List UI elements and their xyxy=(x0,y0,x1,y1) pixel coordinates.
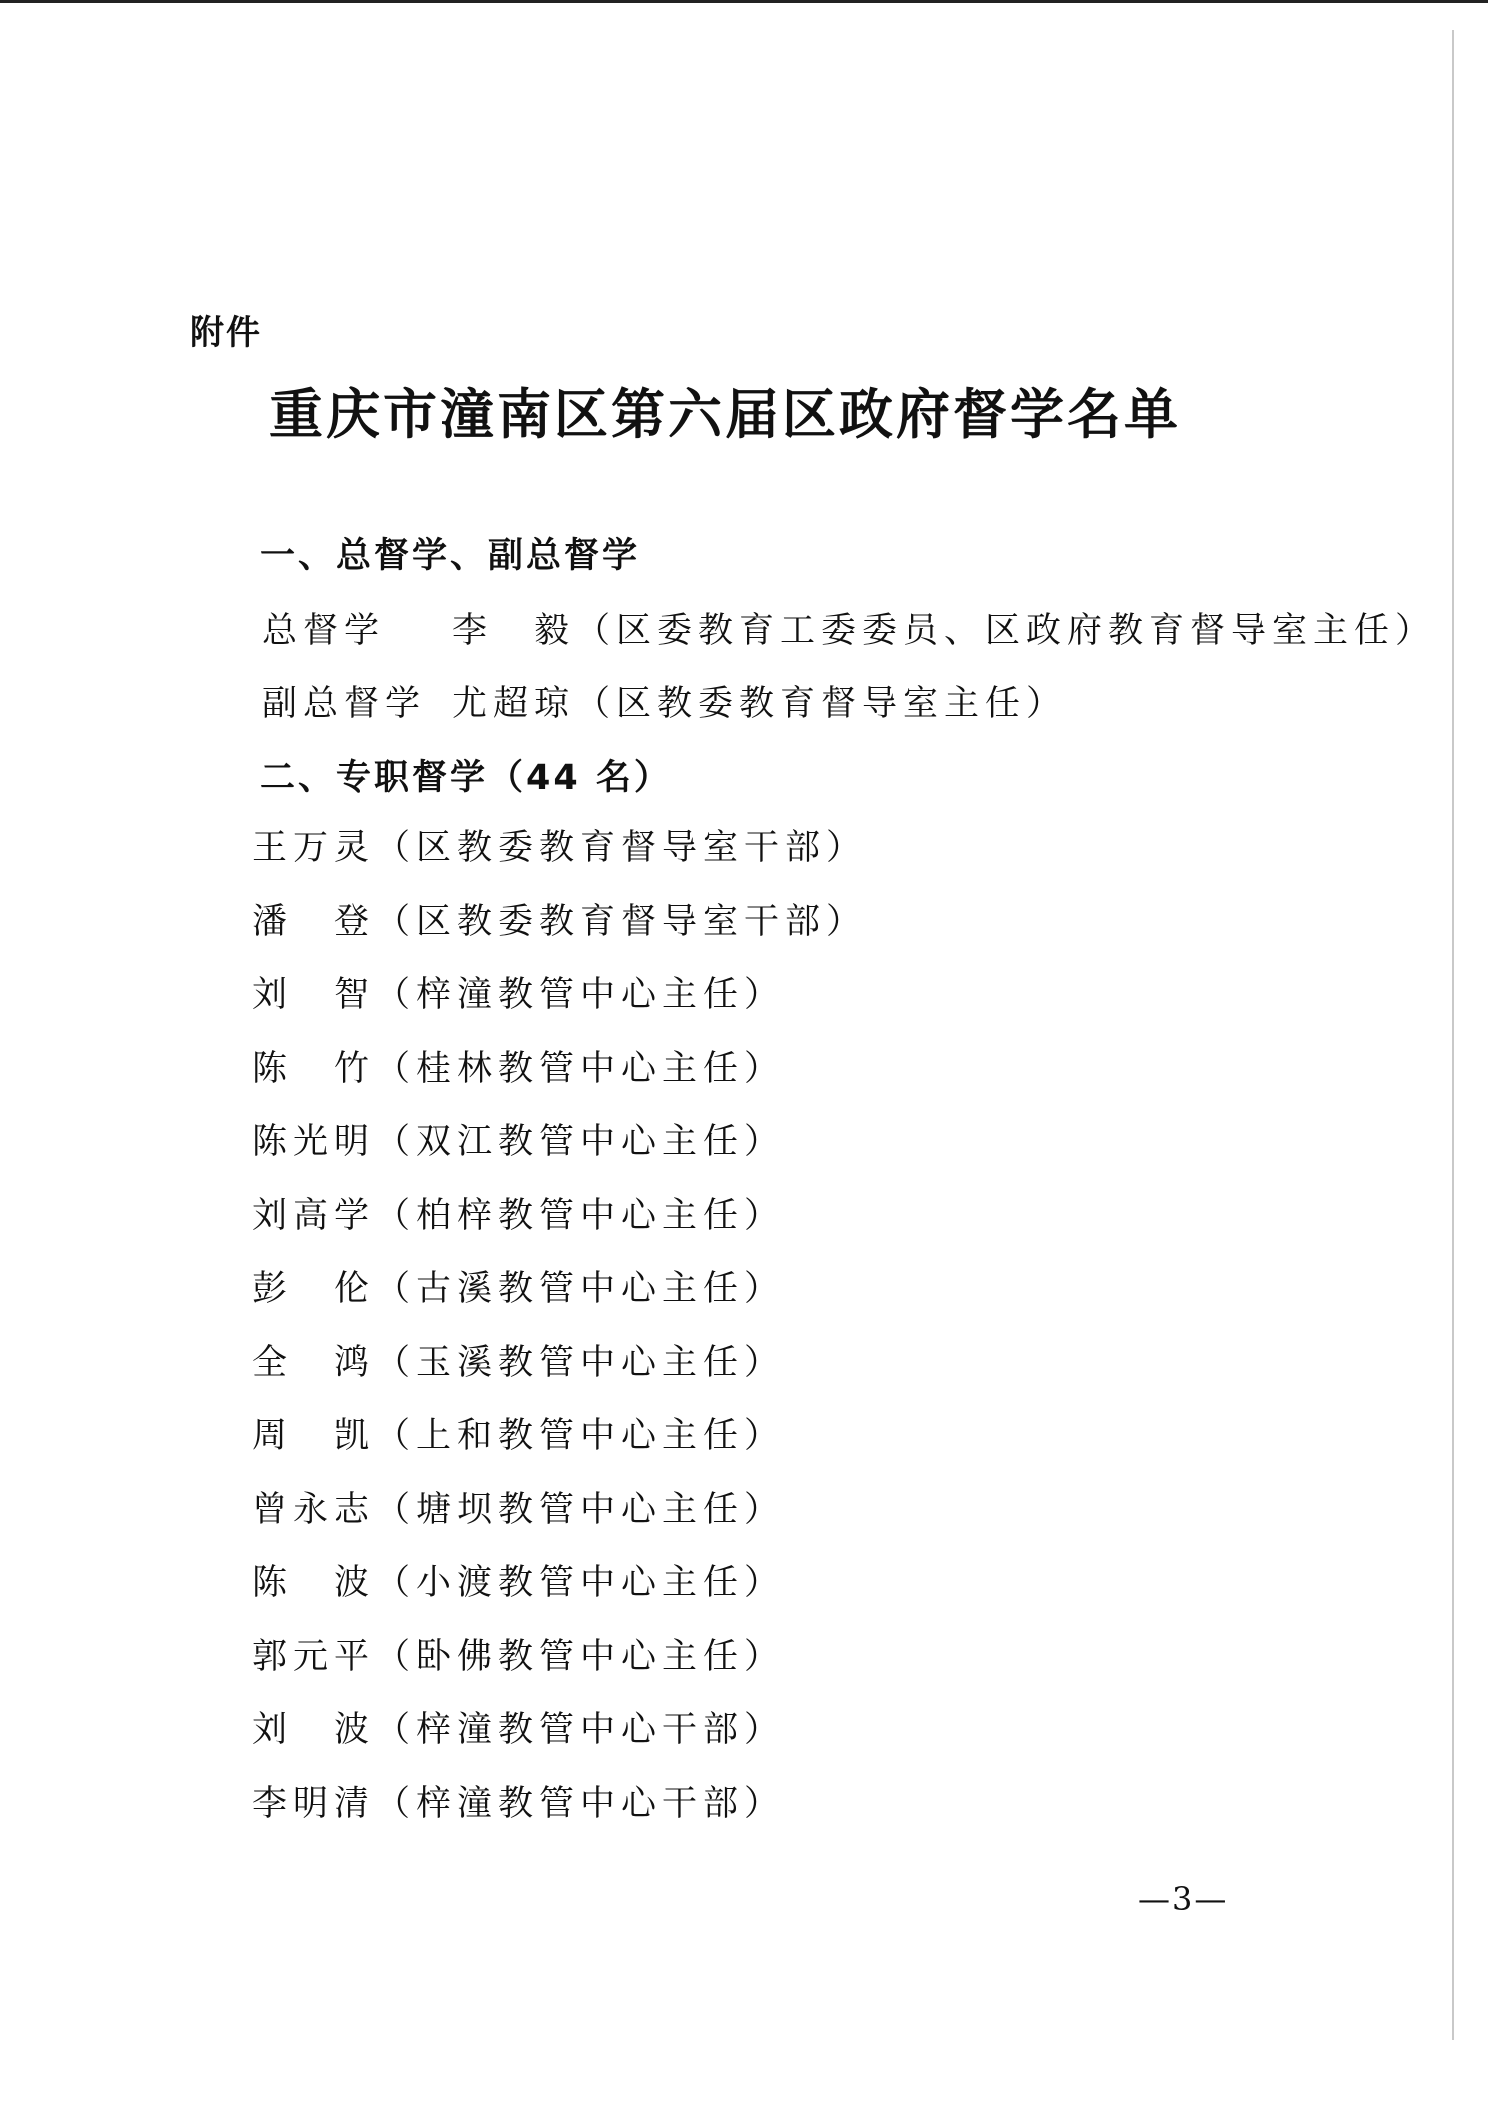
list-item: 周 凯（上和教管中心主任） xyxy=(252,1416,786,1456)
entry-role: 总督学 xyxy=(262,611,386,651)
list-item: 郭元平（卧佛教管中心主任） xyxy=(252,1636,786,1677)
list-item: 陈 竹（桂林教管中心主任） xyxy=(252,1048,786,1089)
chief-inspector-entry xyxy=(262,603,1436,653)
entry-detail: （区委教育工委委员、区政府教育督导室主任） xyxy=(575,611,1437,651)
entry-detail: （区教委教育督导室主任） xyxy=(575,684,1068,724)
list-item: 刘 波（梓潼教管中心干部） xyxy=(252,1710,786,1750)
list-item: 陈光明（双江教管中心主任） xyxy=(252,1122,786,1162)
section-heading-chief-inspectors: 一、总督学、副总督学 xyxy=(260,536,641,576)
page-number: —3— xyxy=(1138,1880,1229,1918)
attachment-label: 附件 xyxy=(190,313,262,353)
list-item: 彭 伦（古溪教管中心主任） xyxy=(252,1269,786,1309)
entry-name: 李 毅 xyxy=(452,611,576,651)
entry-role: 副总督学 xyxy=(262,684,427,724)
list-item: 陈 波（小渡教管中心主任） xyxy=(252,1563,786,1603)
list-item: 曾永志（塘坝教管中心主任） xyxy=(252,1489,786,1530)
list-item: 王万灵（区教委教育督导室干部） xyxy=(252,828,868,868)
deputy-chief-inspector-entry xyxy=(262,676,1067,726)
entry-name: 尤超琼 xyxy=(452,684,576,724)
list-item: 刘 智（梓潼教管中心主任） xyxy=(252,975,786,1015)
list-item: 全 鸿（玉溪教管中心主任） xyxy=(252,1342,786,1383)
list-item: 李明清（梓潼教管中心干部） xyxy=(252,1783,786,1824)
list-item: 潘 登（区教委教育督导室干部） xyxy=(252,901,868,942)
full-time-inspector-list xyxy=(252,818,867,1847)
section-heading-full-time-inspectors: 二、专职督学（44 名） xyxy=(260,758,672,798)
document-title: 重庆市潼南区第六届区政府督学名单 xyxy=(269,382,1181,446)
list-item: 刘高学（柏梓教管中心主任） xyxy=(252,1195,786,1236)
